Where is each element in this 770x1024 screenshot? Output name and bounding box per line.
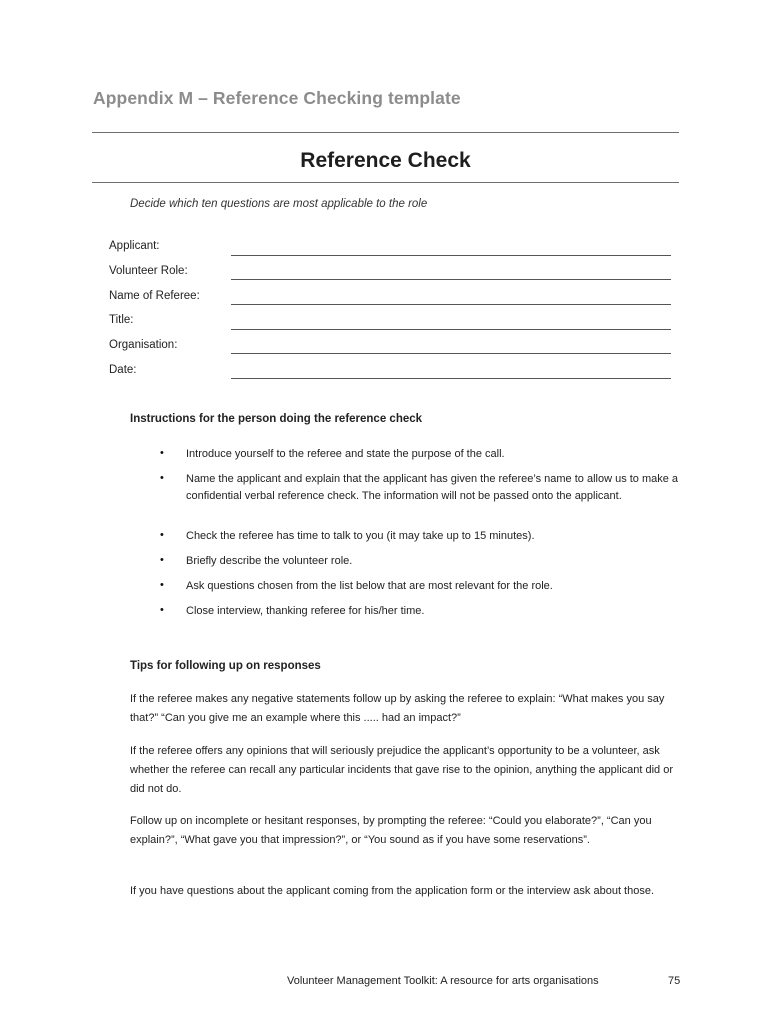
intro-text: Decide which ten questions are most applicable to the role <box>130 198 428 210</box>
instruction-item: Name the applicant and explain that the applicant has given the referee’s name to allow us to make a confidential verbal reference check. The information will not be passed onto the applicant. <box>186 473 679 502</box>
field-label-volunteer-role: Volunteer Role: <box>109 265 188 277</box>
tip-paragraph: If the referee offers any opinions that will seriously prejudice the applicant’s opportunity to be a volunteer, ask whether the referee can recall any particular incidents that gave rise to the opinion, anything the applicant did or did not do. <box>130 745 673 795</box>
volunteer-role-field[interactable] <box>231 279 671 280</box>
bullet-icon: • <box>160 554 164 566</box>
bullet-icon: • <box>160 472 164 484</box>
top-divider <box>92 132 679 133</box>
bullet-icon: • <box>160 447 164 459</box>
instruction-item: Check the referee has time to talk to you (it may take up to 15 minutes). <box>186 530 535 542</box>
field-label-title: Title: <box>109 314 134 326</box>
appendix-title: Appendix M – Reference Checking template <box>93 88 461 108</box>
bullet-icon: • <box>160 579 164 591</box>
referee-name-field[interactable] <box>231 304 671 305</box>
bullet-icon: • <box>160 604 164 616</box>
tip-paragraph: If you have questions about the applicant coming from the application form or the interview ask about those. <box>130 885 655 897</box>
field-label-referee-name: Name of Referee: <box>109 290 200 302</box>
field-label-organisation: Organisation: <box>109 339 178 351</box>
applicant-field[interactable] <box>231 255 671 256</box>
title-field[interactable] <box>231 329 671 330</box>
instructions-heading: Instructions for the person doing the reference check <box>130 413 423 425</box>
instruction-item: Ask questions chosen from the list below that are most relevant for the role. <box>186 580 553 592</box>
instruction-item: Close interview, thanking referee for his/her time. <box>186 605 425 617</box>
organisation-field[interactable] <box>231 353 671 354</box>
tips-heading: Tips for following up on responses <box>130 660 321 672</box>
field-label-date: Date: <box>109 364 137 376</box>
tip-paragraph: If the referee makes any negative statements follow up by asking the referee to explain: “What makes you say that?” “Can you give me an example where this ..... had an impact?” <box>130 693 665 724</box>
instruction-item: Introduce yourself to the referee and state the purpose of the call. <box>186 448 505 460</box>
tip-paragraph: Follow up on incomplete or hesitant responses, by prompting the referee: “Could you elaborate?”, “Can you explain?”, “What gave you that impression?”, or “You sound as if you have some reservations”. <box>130 815 652 846</box>
date-field[interactable] <box>231 378 671 379</box>
footer-text: Volunteer Management Toolkit: A resource for arts organisations <box>287 975 599 987</box>
page-title: Reference Check <box>300 149 471 172</box>
field-label-applicant: Applicant: <box>109 240 160 252</box>
title-divider <box>92 182 679 183</box>
page-number: 75 <box>668 975 681 987</box>
bullet-icon: • <box>160 529 164 541</box>
instruction-item: Briefly describe the volunteer role. <box>186 555 353 567</box>
